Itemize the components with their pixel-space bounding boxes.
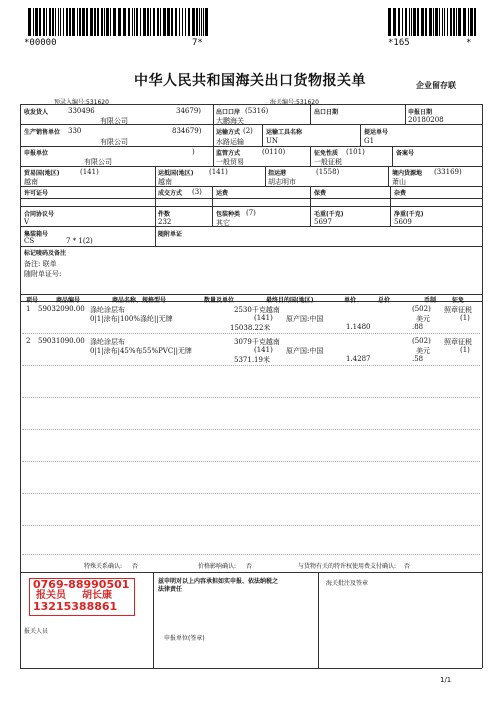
package-value: 其它 (216, 219, 230, 227)
dest-country: 越南 (158, 178, 172, 186)
producer-code: 330 (68, 127, 82, 135)
goods-header-name: 商品名称、规格型号 (112, 297, 167, 304)
page-number: 1/1 (440, 676, 452, 684)
consignor-label: 收发货人 (24, 109, 49, 116)
right-barcode (388, 8, 476, 36)
container-value: CS (24, 237, 35, 245)
pieces-value: 232 (158, 218, 172, 226)
goods-spec: 0|1|涂布|100%涤纶||无牌 (90, 315, 173, 323)
gross-value: 5697 (314, 218, 332, 226)
deal-label: 成交方式 (158, 190, 183, 197)
container-label: 集装箱号 (24, 231, 49, 238)
license-label: 许可证号 (24, 190, 49, 197)
goods-currency: 美元 (416, 347, 430, 355)
declare-text-1: 兹申明对以上内容承担如实申报、依法纳税之 (158, 578, 279, 585)
vehicle-value: UN (266, 137, 279, 145)
goods-total-tail: .88 (412, 323, 424, 331)
goods-name: 涤纶涂层布 (90, 338, 125, 346)
left-barcode (28, 8, 208, 36)
stamp-phone-1: 0769-88990501 (33, 578, 130, 591)
goods-currency-code: (502) (412, 337, 431, 345)
port-name: 大鹏海关 (216, 117, 244, 125)
right-barcode-mark: * (466, 38, 472, 48)
trade-country: 越南 (24, 178, 38, 186)
goods-levy: 照章征税 (444, 338, 472, 346)
pre-entry-number: 预录入编号:531620 (54, 99, 109, 106)
declarant-label: 申报单位 (24, 150, 49, 157)
goods-qty-1: 2530千克越南 (234, 306, 280, 314)
declare-text-2: 法律责任 (158, 586, 183, 593)
package-code: (7) (246, 209, 256, 217)
producer-label: 生产销售单位 (24, 129, 61, 136)
goods-total-tail: .58 (412, 355, 424, 363)
export-date-label: 出口日期 (314, 109, 339, 116)
remark-2: 随附单证号: (24, 270, 62, 278)
supervision-label: 监管方式 (216, 150, 241, 157)
insurance-label: 保费 (314, 190, 327, 197)
contract-value: V (24, 218, 30, 226)
contract-label: 合同协议号 (24, 211, 55, 218)
customs-number: 海关编号:531620 (270, 99, 319, 106)
levy-label: 征免性质 (314, 150, 339, 157)
dest-port-label: 指运港 (268, 170, 287, 177)
goods-code: 59032090.00 (38, 305, 85, 313)
transport-label: 运输方式 (216, 129, 241, 136)
dest-port: 胡志明市 (268, 178, 296, 186)
dest-country-code: (141) (209, 168, 228, 176)
goods-name: 涤纶涂层布 (90, 306, 125, 314)
royalty-confirm: 与货物有关的特许权使用费支付确认: 否 (298, 563, 410, 570)
pieces-label: 件数 (158, 211, 171, 218)
net-value: 5609 (394, 218, 412, 226)
stamp-phone-2: 13215388861 (33, 600, 118, 613)
consignor-code: 330496 (68, 107, 95, 115)
broker-stamp (29, 578, 135, 616)
goods-price: 1.1480 (346, 323, 371, 331)
goods-spec: 0|1|涂布|45%布55%PVC||无牌 (90, 347, 192, 355)
declarant-code-2: ) (192, 148, 195, 156)
goods-origin: 原产国:中国 (286, 347, 324, 355)
consignor-code-2: 34679) (176, 107, 201, 115)
broker-label: 报关人员 (24, 628, 49, 635)
dest-country-label: 运抵国(地区) (158, 170, 194, 177)
declare-date: 20180208 (408, 116, 444, 124)
record-label: 备案号 (396, 150, 415, 157)
producer-code-2: 834679) (172, 127, 202, 135)
source-code: (33169) (434, 168, 462, 176)
marks-label: 标记唛码及备注 (24, 250, 67, 257)
goods-qty-1: 3079千克越南 (234, 338, 280, 346)
package-label: 包装种类 (216, 211, 241, 218)
goods-header-code: 商品编号 (56, 297, 81, 304)
container-count: 7 * 1(2) (66, 237, 93, 245)
docs-label: 随附单证 (158, 231, 183, 238)
source-label: 境内货源地 (392, 170, 423, 177)
goods-levy-code: (1) (460, 314, 470, 322)
goods-levy: 照章征税 (444, 306, 472, 314)
consignor-name: 有限公司 (100, 117, 128, 125)
levy-code: (101) (346, 148, 365, 156)
goods-dest-code: (141) (254, 346, 273, 354)
goods-qty-2: 5371.19米 (234, 356, 270, 364)
net-label: 净重(千克) (394, 211, 424, 218)
trade-country-label: 贸易国(地区) (24, 170, 60, 177)
bill-label: 提运单号 (364, 129, 389, 136)
goods-header-qty: 数量及单位 (204, 297, 235, 304)
declare-unit-label: 申报单位(签章) (164, 635, 205, 642)
special-relation-confirm: 特殊关系确认: 否 (84, 563, 138, 570)
stamp-role: 报关员 (36, 590, 66, 601)
goods-currency-code: (502) (412, 305, 431, 313)
vehicle-label: 运输工具名称 (266, 129, 303, 136)
deal-code: (3) (192, 188, 202, 196)
port-label: 出口口岸 (216, 109, 241, 116)
levy-name: 一般征税 (314, 158, 342, 166)
gross-label: 毛重(千克) (314, 211, 344, 218)
goods-no: 2 (26, 337, 31, 345)
goods-header-no: 项号 (26, 297, 39, 304)
goods-price: 1.4287 (346, 355, 371, 363)
goods-header-total: 总价 (378, 297, 391, 304)
goods-dest-code: (141) (254, 314, 273, 322)
copy-label: 企业留存联 (416, 81, 456, 90)
trade-country-code: (141) (80, 168, 99, 176)
stamp-person: 胡长康 (82, 590, 112, 601)
customs-note: 海关批注及签章 (326, 580, 369, 587)
transport-code: (2) (243, 127, 253, 135)
goods-qty-2: 15038.22米 (230, 324, 271, 332)
misc-label: 杂费 (394, 190, 407, 197)
goods-levy-code: (1) (460, 346, 470, 354)
declare-date-label: 申报日期 (408, 109, 433, 116)
port-code: (5316) (245, 107, 269, 115)
goods-code: 59031090.00 (38, 337, 85, 345)
supervision-code: (0110) (262, 148, 286, 156)
source: 萧山 (392, 178, 406, 186)
goods-header-price: 单价 (344, 297, 357, 304)
transport-name: 水路运输 (216, 138, 244, 146)
freight-label: 运费 (216, 190, 229, 197)
remark-1: 备注: 联单 (24, 260, 57, 268)
document-title: 中华人民共和国海关出口货物报关单 (134, 73, 366, 89)
goods-no: 1 (26, 305, 31, 313)
bill-value: G1 (364, 137, 375, 145)
producer-name: 有限公司 (100, 138, 128, 146)
goods-currency: 美元 (416, 315, 430, 323)
left-barcode-mark: 7* (192, 38, 203, 48)
goods-header-currency: 币制 (424, 297, 437, 304)
dest-port-code: (1558) (316, 168, 340, 176)
declarant-name: 有限公司 (84, 158, 112, 166)
supervision-name: 一般贸易 (216, 158, 244, 166)
goods-origin: 原产国:中国 (286, 315, 324, 323)
price-influence-confirm: 价格影响确认: 否 (198, 563, 252, 570)
goods-header-dest: 最终目的国(地区) (266, 297, 314, 304)
goods-header-levy: 征免 (452, 297, 465, 304)
left-barcode-text: *00000 (24, 38, 57, 48)
right-barcode-text: *165 (388, 38, 410, 48)
